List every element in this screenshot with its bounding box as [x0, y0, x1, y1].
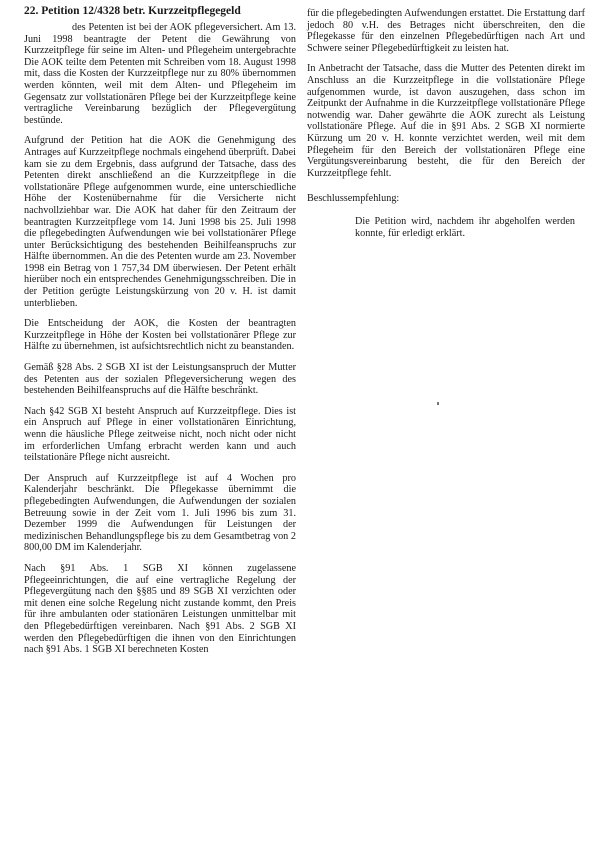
recommendation-text: Die Petition wird, nachdem ihr abgeholfen werden konnte, für erledigt erklärt.: [355, 215, 575, 239]
paragraph-2: Aufgrund der Petition hat die AOK die Genehmigung des Antrages auf Kurzzeitpflege nochmals eingehend überprüft. Dabei kam sie zu dem Ergebnis, dass aufgrund der Tatsache, dass des Petenten direkt anschließend an die Kurzzeitpflege in die vollstationäre Pflege aufgenommen wurde, eine unterschiedliche Höhe der Kostenübernahme für die Versicherte nicht nachvollziehbar war. Die AOK hat daher für den Zeitraum der beantragten Kurzzeitpflege vom 14. Juni 1998 bis 25. Juli 1998 die pflegebedingten Aufwendungen wie bei vollstationärer Pflege unter Berücksichtigung des bestehenden Beihilfeanspruchs zur Hälfte übernommen. An die des Petenten wurde am 23. November 1998 ein Betrag von 1 757,34 DM überwiesen. Der Petent erhält hierüber noch ein entsprechendes Genehmigungsschreiben. Die in der Petition gerügte Leistungskürzung von 20 v. H. ist damit unterblieben.: [24, 135, 296, 309]
petition-title: 22. Petition 12/4328 betr. Kurzzeitpflegegeld: [24, 5, 241, 17]
paragraph-4: Gemäß §28 Abs. 2 SGB XI ist der Leistungsanspruch der Mutter des Petenten aus der sozialen Pflegeversicherung wegen des bestehenden Beihilfeanspruchs auf die Hälfte beschränkt.: [24, 362, 296, 397]
paragraph-7: Nach §91 Abs. 1 SGB XI können zugelassene Pflegeeinrichtungen, die auf eine vertragliche Regelung der Pflegevergütung nach den §§85 und 89 SGB XI verzichten oder mit denen eine solche Regelung nicht zustande kommt, den Preis für ihre ambulanten oder stationären Leistungen unmittelbar mit den Pflegebedürftigen vereinbaren. Nach §91 Abs. 2 SGB XI werden den Pflegebedürftigen die ihnen von den Einrichtungen nach §91 Abs. 1 SGB XI berechneten Kosten: [24, 562, 296, 656]
paragraph-8: für die pflegebedingten Aufwendungen erstattet. Die Erstattung darf jedoch 80 v.H. des Betrages nicht überschreiten, den die Pflegekasse für den einzelnen Pflegebedürftigen nach Art und Schwere seiner Pflegebedürftigkeit zu leisten hat.: [307, 8, 585, 54]
paragraph-9: In Anbetracht der Tatsache, dass die Mutter des Petenten direkt im Anschluss an die Kurzzeitpflege in die vollstationäre Pflege aufgenommen wurde, ist davon auszugehen, dass schon im Zeitpunkt der Aufnahme in die Kurzzeitpflege vollstationäre Pflege notwendig war. Daher gewährte die AOK zurecht als Leistung vollstationäre Pflege. Auf die in §91 Abs. 2 SGB XI normierte Kürzung um 20 v. H. konnte verzichtet werden, weil mit dem Pflegeheim für den Bereich der vollstationären Pflege eine Vergütungsvereinbarung besteht, die für den Bereich der Kurzzeitpflege fehlt.: [307, 63, 585, 179]
recommendation-heading: Beschlussempfehlung:: [307, 193, 400, 205]
paragraph-1: des Petenten ist bei der AOK pflegeversichert. Am 13. Juni 1998 beantragte der Petent die Gewährung von Kurzzeitpflege für seine im Alten- und Pflegeheim untergebrachte Die AOK teilte dem Petenten mit Schreiben vom 18. August 1998 mit, dass die Kosten der Kurzzeitpflege nur zu 80% übernommen werden könnten, weil mit dem Alten- und Pflegeheim im Gegensatz zur vollstationären Pflege bei der Kurzzeitpflege keine vertragliche Vereinbarung bezüglich der Pflegevergütung bestünde.: [24, 22, 296, 126]
paragraph-6: Der Anspruch auf Kurzzeitpflege ist auf 4 Wochen pro Kalenderjahr beschränkt. Die Pflegekasse übernimmt die pflegebedingten Aufwendungen, die Aufwendungen der sozialen Betreuung sowie in der Zeit vom 1. Juli 1996 bis zum 31. Dezember 1999 die Aufwendungen für Leistungen der medizinischen Behandlungspflege bis zu dem Gesamtbetrag von 2 800,00 DM im Kalenderjahr.: [24, 472, 296, 554]
paragraph-3: Die Entscheidung der AOK, die Kosten der beantragten Kurzzeitpflege in Höhe der Kosten bei vollstationärer Pflege zur Hälfte zu übernehmen, ist aufsichtsrechtlich nicht zu beanstanden.: [24, 318, 296, 353]
paragraph-5: Nach §42 SGB XI besteht Anspruch auf Kurzzeitpflege. Dies ist ein Anspruch auf Pflege in einer vollstationären Einrichtung, wenn die häusliche Pflege zeitweise nicht, noch nicht oder nicht im erforderlichen Umfang erbracht werden kann und auch teilstationäre Pflege nicht ausreicht.: [24, 405, 296, 464]
scan-speck: [437, 402, 439, 405]
left-column: [24, 22, 296, 664]
right-column: [307, 8, 585, 239]
